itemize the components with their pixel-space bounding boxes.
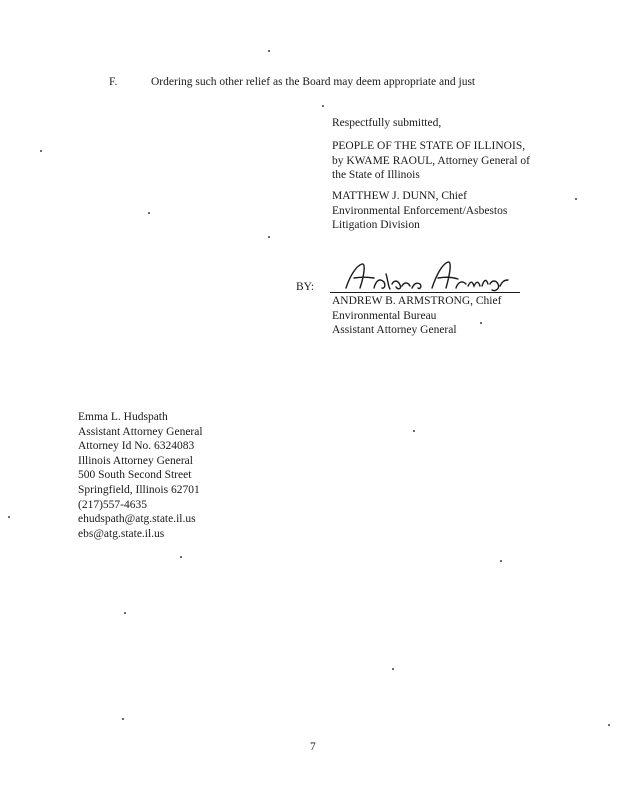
page-number: 7: [310, 741, 316, 753]
closing-block: [332, 116, 441, 131]
counsel-line: Illinois Attorney General: [78, 454, 193, 467]
party-line: the State of Illinois: [332, 169, 420, 181]
scan-speck: [575, 198, 577, 200]
scan-speck: [500, 560, 502, 562]
party-line: by KWAME RAOUL, Attorney General of: [332, 154, 531, 167]
scan-speck: [8, 516, 10, 518]
counsel-line: ebs@atg.state.il.us: [78, 527, 165, 540]
scan-speck: [268, 236, 270, 238]
scan-speck: [392, 668, 394, 670]
chief-line: Environmental Enforcement/Asbestos: [332, 204, 508, 217]
counsel-line: Attorney Id No. 6324083: [78, 440, 195, 453]
party-block: [332, 139, 530, 183]
relief-item-letter: F.: [109, 76, 118, 88]
counsel-line: ehudspath@atg.state.il.us: [78, 513, 196, 526]
by-label: BY:: [296, 281, 315, 293]
signatory-line: Environmental Bureau: [332, 309, 437, 322]
party-line: PEOPLE OF THE STATE OF ILLINOIS,: [332, 140, 526, 152]
signatory-line: Assistant Attorney General: [332, 324, 457, 336]
scan-speck: [268, 50, 270, 52]
scan-speck: [322, 105, 324, 107]
scan-speck: [148, 212, 150, 214]
relief-item-text: Ordering such other relief as the Board may deem appropriate and just: [151, 76, 476, 88]
scan-speck: [40, 150, 42, 152]
scan-speck: [608, 724, 610, 726]
scan-speck: [124, 612, 126, 614]
signatory-line: ANDREW B. ARMSTRONG, Chief: [332, 295, 502, 307]
scan-speck: [480, 322, 482, 324]
signature-line: [330, 292, 520, 293]
counsel-line: Springfield, Illinois 62701: [78, 483, 200, 496]
scan-speck: [413, 430, 415, 432]
chief-line: MATTHEW J. DUNN, Chief: [332, 190, 467, 202]
counsel-line: 500 South Second Street: [78, 469, 192, 482]
counsel-block: [78, 410, 203, 541]
chief-line: Litigation Division: [332, 219, 420, 231]
chief-block: [332, 189, 507, 233]
scan-speck: [122, 718, 124, 720]
signatory-block: [332, 294, 501, 338]
counsel-line: Assistant Attorney General: [78, 425, 203, 438]
closing-text: Respectfully submitted,: [332, 117, 442, 129]
counsel-line: Emma L. Hudspath: [78, 411, 168, 423]
counsel-line: (217)557-4635: [78, 498, 147, 511]
scan-speck: [180, 556, 182, 558]
